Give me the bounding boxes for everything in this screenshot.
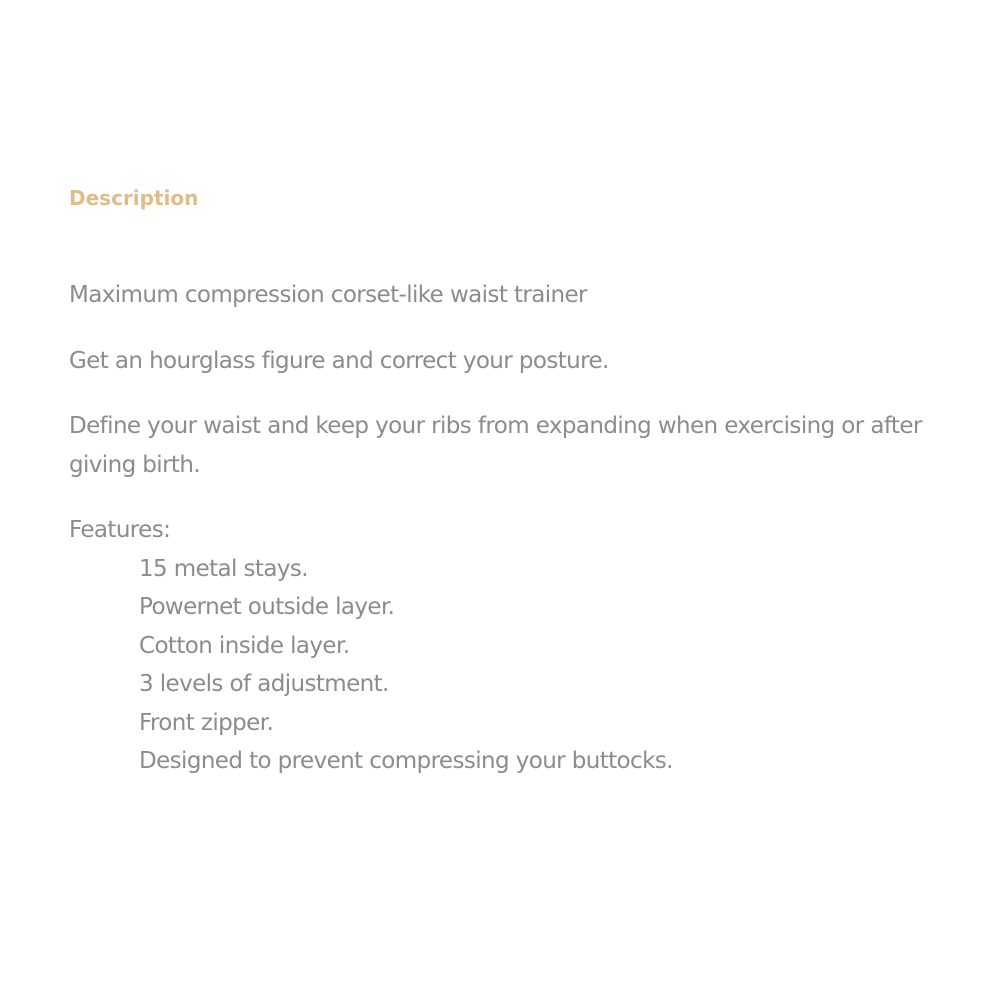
feature-item: 15 metal stays. bbox=[139, 555, 308, 582]
feature-item: Cotton inside layer. bbox=[139, 632, 350, 659]
feature-item: Front zipper. bbox=[139, 709, 274, 736]
description-heading: Description bbox=[69, 186, 199, 210]
description-paragraph: Maximum compression corset-like waist trainer bbox=[69, 282, 587, 308]
features-label: Features: bbox=[69, 517, 171, 543]
feature-item: Powernet outside layer. bbox=[139, 594, 395, 620]
feature-item: 3 levels of adjustment. bbox=[139, 671, 389, 697]
description-paragraph: Define your waist and keep your ribs from expanding when exercising or after giving birth. bbox=[69, 413, 922, 478]
description-body bbox=[69, 276, 994, 781]
feature-item: Designed to prevent compressing your buttocks. bbox=[139, 748, 673, 774]
description-paragraph: Get an hourglass figure and correct your posture. bbox=[69, 347, 609, 374]
features-list bbox=[69, 550, 994, 781]
